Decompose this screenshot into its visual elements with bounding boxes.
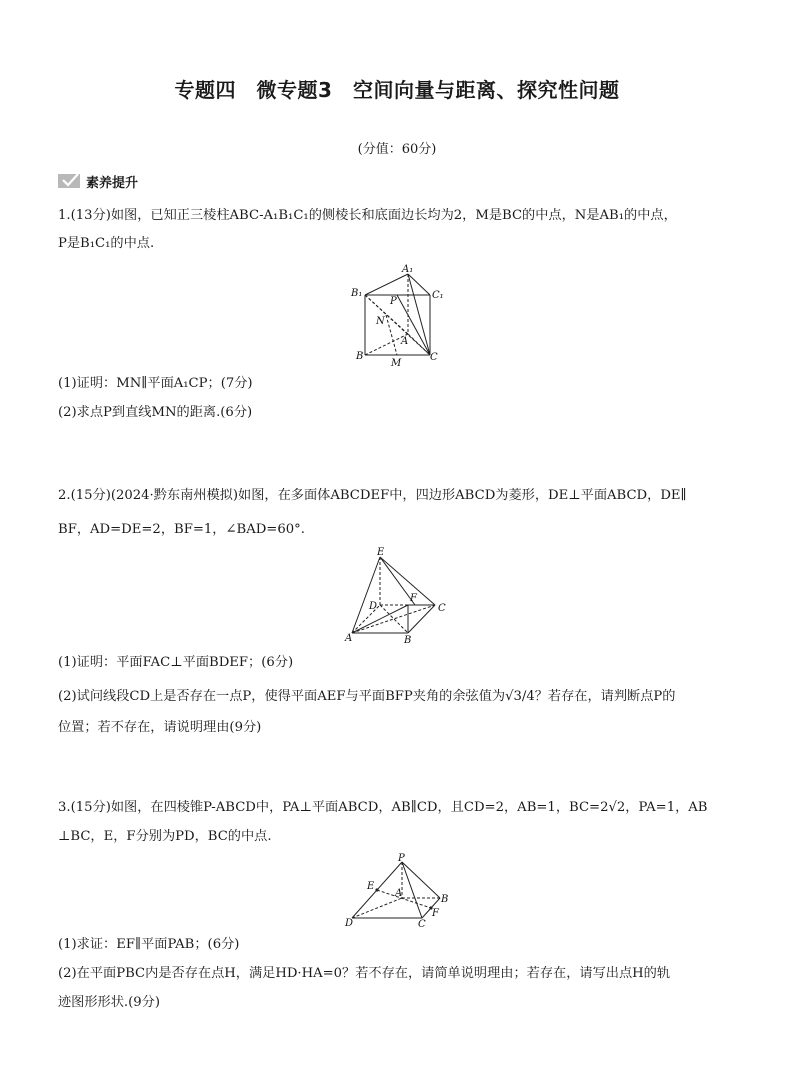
q2-line1: 2.(15分)(2024·黔东南州模拟)如图，在多面体ABCDEF中，四边形ABCD为菱形，DE⊥平面ABCD，DE∥ [58,488,687,503]
q1-label-p: P [390,296,397,307]
q1-line2: P是B₁C₁的中点. [58,236,155,251]
q2-figure [340,545,455,645]
q2-label-d: D [369,601,378,612]
q1-label-a1: A₁ [402,264,414,275]
section-label: 素养提升 [86,175,139,191]
q1-label-b1: B₁ [351,288,363,299]
q2-part1: (1)证明：平面FAC⊥平面BDEF；(6分) [58,655,294,670]
q2-label-b: B [404,635,412,645]
q1-label-c1: C₁ [432,290,444,301]
q2-label-f: F [410,593,417,604]
q1-part2: (2)求点P到直线MN的距离.(6分) [58,405,253,420]
section-header [58,172,138,190]
q1-part1: (1)证明：MN∥平面A₁CP；(7分) [58,376,253,391]
q3-label-f: F [432,908,439,919]
page-title: 专题四 微专题3 空间向量与距离、探究性问题 [174,78,620,102]
q3-line1: 3.(15分)如图，在四棱锥P-ABCD中，PA⊥平面ABCD，AB∥CD，且CD=2，AB=1，BC=2√2，PA=1，AB [58,800,708,815]
q3-label-p: P [398,853,405,864]
check-icon [58,174,80,188]
score-note: (分值：60分) [357,142,437,157]
q3-part2: (2)在平面PBC内是否存在点H，满足HD·HA=0？若不存在，请简单说明理由；若存在，请写出点H的轨 [58,966,671,981]
q1-label-a: A [401,336,409,347]
q3-part2b: 迹图形形状.(9分) [58,995,160,1010]
q2-part2b: 位置；若不存在，请说明理由(9分) [58,720,262,735]
q2-label-c: C [438,603,446,614]
q1-label-b: B [356,351,364,362]
q2-label-a: A [345,633,353,644]
q1-figure [345,260,450,368]
q2-part2: (2)试问线段CD上是否存在一点P，使得平面AEF与平面BFP夹角的余弦值为√3/4？若存在，请判断点P的 [58,689,676,704]
q3-label-d: D [345,918,354,929]
q2-label-e: E [377,547,385,558]
q3-part1: (1)求证：EF∥平面PAB；(6分) [58,937,240,952]
q3-label-b: B [441,894,449,905]
q1-label-n: N [376,316,385,327]
q1-label-c: C [430,352,438,363]
q2-line2: BF，AD=DE=2，BF=1，∠BAD=60°. [58,522,305,537]
q3-label-a: A [395,888,403,899]
q1-label-m: M [391,358,402,368]
q3-label-e: E [367,881,375,892]
q1-line1: 1.(13分)如图，已知正三棱柱ABC-A₁B₁C₁的侧棱长和底面边长均为2，M是BC的中点，N是AB₁的中点， [58,208,677,223]
q3-figure [340,852,455,930]
q3-label-c: C [418,919,426,930]
q3-line2: ⊥BC，E，F分别为PD，BC的中点. [58,829,272,844]
